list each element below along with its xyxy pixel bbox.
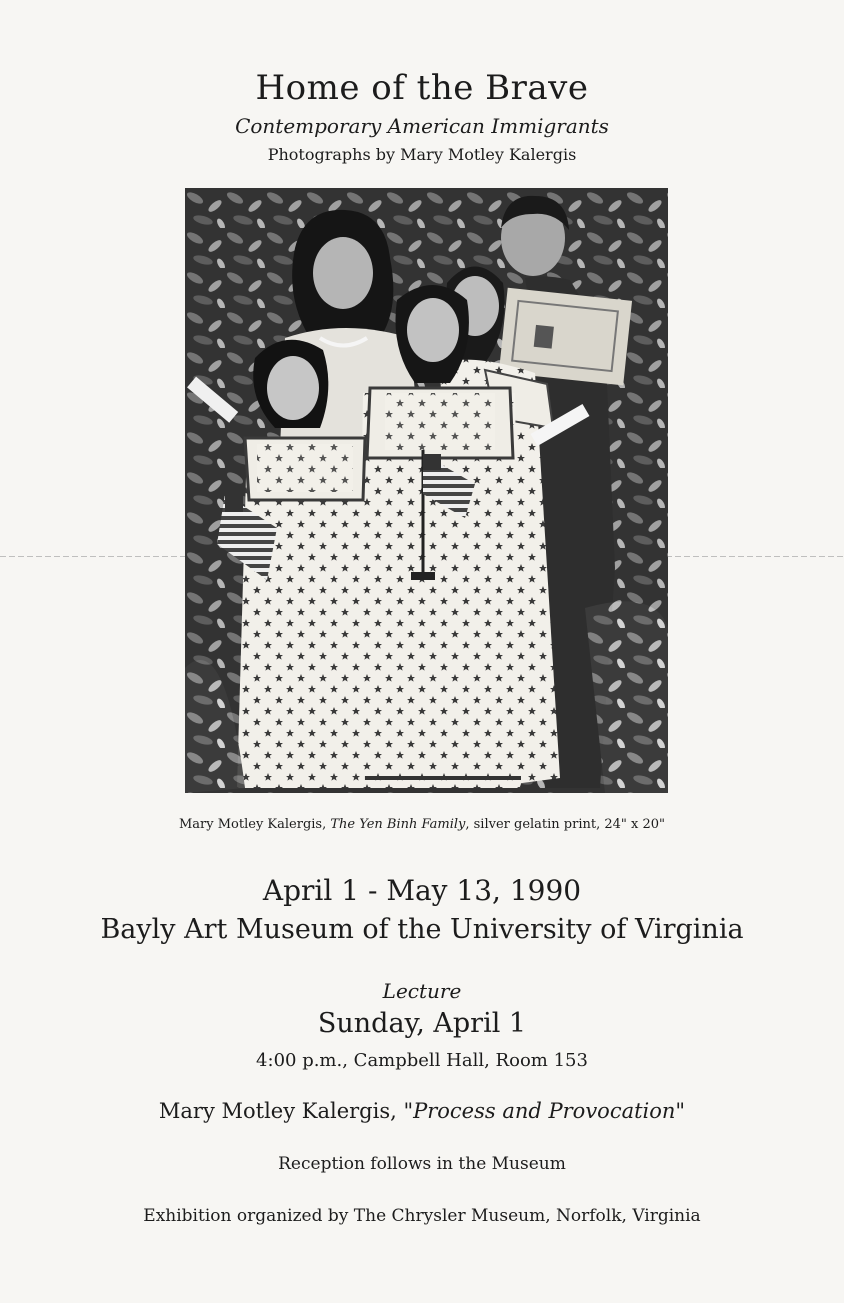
lecture-speaker: Mary Motley Kalergis, — [158, 1099, 404, 1123]
caption-details: , silver gelatin print, 24" x 20" — [465, 817, 665, 832]
family-photograph — [185, 188, 668, 793]
lecture-date: Sunday, April 1 — [317, 1008, 527, 1039]
photographer-byline: Photographs by Mary Motley Kalergis — [267, 145, 577, 164]
lecture-label: Lecture — [382, 979, 462, 1003]
exhibition-title: Home of the Brave — [255, 68, 589, 108]
exhibition-venue: Bayly Art Museum of the University of Virginia — [100, 914, 744, 945]
lecture-talk — [0, 1099, 844, 1123]
lecture-talk-title: "Process and Provocation" — [403, 1099, 686, 1123]
photo-caption — [0, 817, 844, 832]
exhibition-subtitle: Contemporary American Immigrants — [235, 114, 609, 138]
caption-work-title: The Yen Binh Family — [330, 817, 466, 832]
lecture-time-place: 4:00 p.m., Campbell Hall, Room 153 — [256, 1050, 588, 1071]
caption-artist: Mary Motley Kalergis, — [178, 817, 331, 832]
family-photograph-illustration — [185, 188, 668, 793]
reception-note: Reception follows in the Museum — [278, 1154, 566, 1174]
organizer-note: Exhibition organized by The Chrysler Museum, Norfolk, Virginia — [143, 1206, 701, 1226]
exhibition-dates: April 1 - May 13, 1990 — [262, 874, 582, 907]
